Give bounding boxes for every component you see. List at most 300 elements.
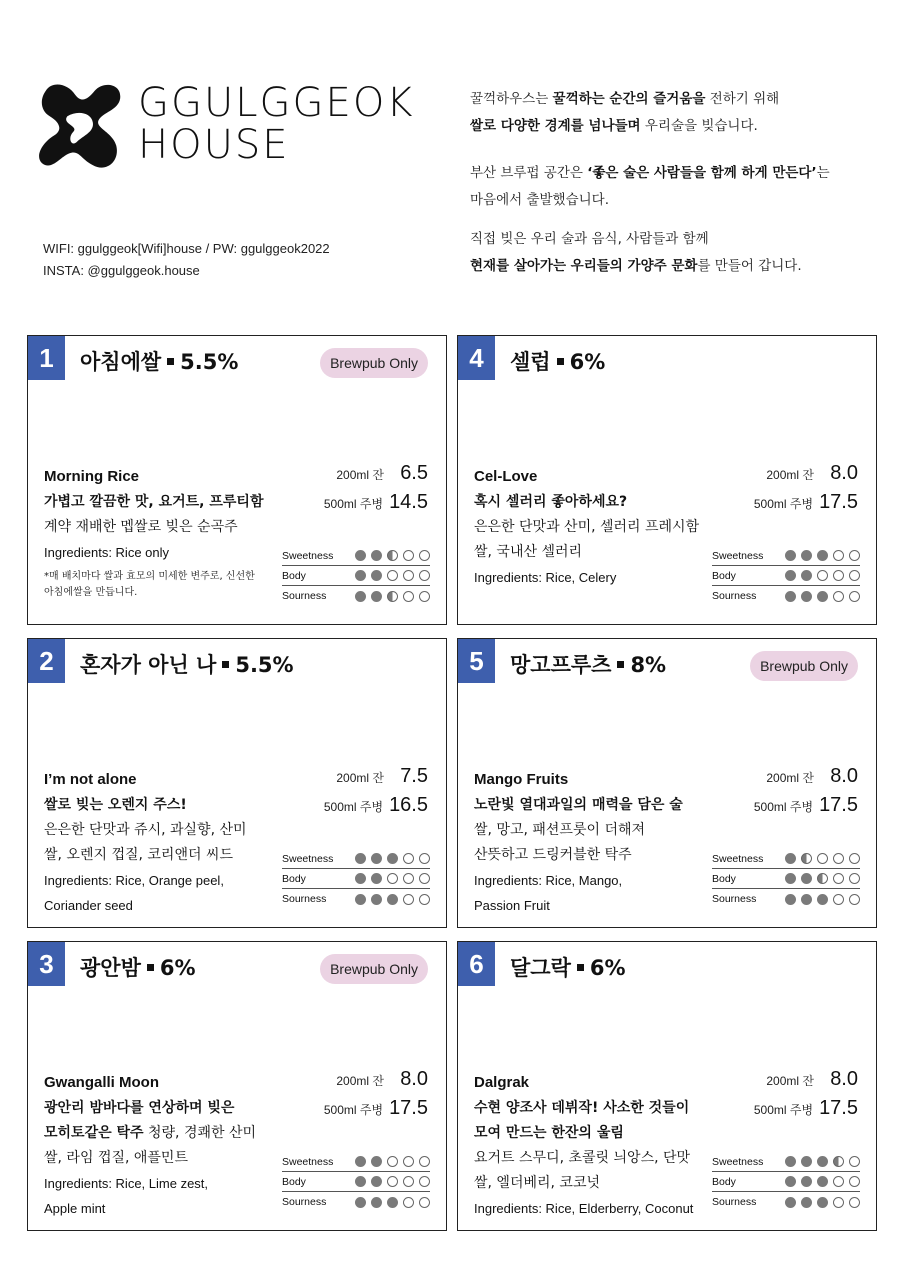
header <box>0 0 905 320</box>
rating-dot-icon <box>403 1156 414 1167</box>
rating-dot-icon <box>801 1156 812 1167</box>
intro-text-bold: ‘좋은 술은 사람들을 함께 하게 만든다’ <box>587 165 817 181</box>
description-text: 혹시 셀러리 좋아하세요? <box>474 494 628 510</box>
ingredients-line: Ingredients: Rice, Elderberry, Coconut <box>474 1201 694 1216</box>
menu-title <box>510 952 626 982</box>
rating-dot-icon <box>849 853 860 864</box>
blob-logo-icon <box>38 80 126 172</box>
taste-sourness-row <box>282 889 430 909</box>
ingredients-line: Ingredients: Rice, Orange peel, <box>44 873 224 888</box>
rating-dot-icon <box>355 873 366 884</box>
taste-body-row <box>712 566 860 586</box>
brewpub-only-badge: Brewpub Only <box>750 651 858 681</box>
taste-sweetness-row <box>282 1152 430 1172</box>
size-label: 500ml 주병 <box>323 497 384 511</box>
rating-dot-icon <box>355 591 366 602</box>
abv: 6% <box>159 956 196 980</box>
price-value: 8.0 <box>830 1068 858 1090</box>
english-name: Cel-Love <box>474 468 538 485</box>
rating-dot-icon <box>387 591 398 602</box>
taste-label: Sweetness <box>282 549 334 562</box>
rating-dot-icon <box>387 873 398 884</box>
taste-label: Body <box>282 872 306 885</box>
english-name: Dalgrak <box>474 1074 530 1091</box>
description-text: 노란빛 열대과일의 매력을 담은 술 <box>474 797 683 813</box>
price-row-200ml <box>324 1068 428 1097</box>
brand-name-line2: HOUSE <box>138 122 290 168</box>
price-list <box>754 462 858 520</box>
abv: 8% <box>630 653 667 677</box>
rating-dot-icon <box>371 894 382 905</box>
taste-sweetness-row <box>712 849 860 869</box>
taste-sweetness-row <box>282 546 430 566</box>
rating-dot-icon <box>785 550 796 561</box>
rating-dot-icon <box>817 873 828 884</box>
taste-sweetness-row <box>712 546 860 566</box>
menu-card <box>27 335 447 625</box>
english-name: Gwangalli Moon <box>44 1074 159 1091</box>
abv: 5.5% <box>180 350 239 374</box>
rating-dot-icon <box>817 894 828 905</box>
taste-label: Sweetness <box>282 852 334 865</box>
intro-line-5: 직접 빚은 우리 술과 음식, 사람들과 함께 <box>470 231 709 247</box>
taste-sourness-row <box>712 1192 860 1212</box>
taste-label: Sweetness <box>282 1155 334 1168</box>
size-label: 200ml 잔 <box>336 468 384 482</box>
sweetness-rating <box>785 550 860 561</box>
rating-dot-icon <box>419 853 430 864</box>
rating-dot-icon <box>371 591 382 602</box>
taste-label: Body <box>282 569 306 582</box>
ingredients-line: Apple mint <box>44 1201 106 1216</box>
price-row-500ml <box>754 491 858 520</box>
sourness-rating <box>785 1197 860 1208</box>
size-label: 200ml 잔 <box>336 1074 384 1088</box>
menu-card <box>27 638 447 928</box>
sweetness-rating <box>785 853 860 864</box>
korean-name: 광안밤 <box>80 956 141 980</box>
description-line <box>44 818 344 843</box>
rating-dot-icon <box>817 853 828 864</box>
rating-dot-icon <box>403 1176 414 1187</box>
batch-note-line: 아침에쌀을 만듭니다. <box>44 587 138 598</box>
taste-profile <box>712 849 860 909</box>
size-label: 200ml 잔 <box>766 1074 814 1088</box>
taste-label: Sourness <box>282 893 327 905</box>
square-bullet-icon <box>167 358 174 365</box>
rating-dot-icon <box>785 853 796 864</box>
description-text: 쌀, 망고, 패션프룻이 더해져 <box>474 822 646 838</box>
square-bullet-icon <box>557 358 564 365</box>
menu-number: 3 <box>28 942 65 986</box>
batch-note-line: *매 배치마다 쌀과 효모의 미세한 변주로, 신선한 <box>44 571 255 582</box>
intro-line-2 <box>470 113 880 140</box>
rating-dot-icon <box>817 1176 828 1187</box>
square-bullet-icon <box>222 661 229 668</box>
description-text: 가볍고 깔끔한 맛, 요거트, 프루티함 <box>44 494 264 510</box>
menu-title <box>80 952 196 982</box>
intro-line-4: 마음에서 출발했습니다. <box>470 192 609 208</box>
korean-name: 아침에쌀 <box>80 350 162 374</box>
price-row-200ml <box>754 1068 858 1097</box>
sourness-rating <box>355 1197 430 1208</box>
menu-card <box>457 638 877 928</box>
intro-line-1 <box>470 86 880 113</box>
rating-dot-icon <box>801 873 812 884</box>
rating-dot-icon <box>833 1156 844 1167</box>
rating-dot-icon <box>355 1197 366 1208</box>
taste-body-row <box>282 566 430 586</box>
description-text: 청량, 경쾌한 산미 <box>143 1125 257 1141</box>
rating-dot-icon <box>403 853 414 864</box>
rating-dot-icon <box>785 570 796 581</box>
menu-card <box>27 941 447 1231</box>
rating-dot-icon <box>785 894 796 905</box>
rating-dot-icon <box>849 550 860 561</box>
description-text: 쌀, 엘더베리, 코코넛 <box>474 1175 600 1191</box>
description-text: 은은한 단맛과 쥬시, 과실향, 산미 <box>44 822 247 838</box>
ingredients-line: Passion Fruit <box>474 898 550 913</box>
menu-title <box>510 346 605 376</box>
size-label: 500ml 주병 <box>323 800 384 814</box>
taste-body-row <box>712 869 860 889</box>
korean-name: 망고프루츠 <box>510 653 612 677</box>
taste-label: Body <box>712 1175 736 1188</box>
price-value: 17.5 <box>819 794 858 816</box>
taste-sourness-row <box>282 1192 430 1212</box>
description-text: 요거트 스무디, 초콜릿 늬앙스, 단맛 <box>474 1150 691 1166</box>
square-bullet-icon <box>147 964 154 971</box>
intro-text-bold: 꿀꺽하는 순간의 즐거움을 <box>552 91 706 107</box>
rating-dot-icon <box>801 1197 812 1208</box>
body-rating <box>355 1176 430 1187</box>
rating-dot-icon <box>371 1176 382 1187</box>
rating-dot-icon <box>833 1197 844 1208</box>
rating-dot-icon <box>371 873 382 884</box>
rating-dot-icon <box>849 873 860 884</box>
body-rating <box>785 873 860 884</box>
rating-dot-icon <box>849 894 860 905</box>
rating-dot-icon <box>355 1176 366 1187</box>
taste-label: Sourness <box>282 1196 327 1208</box>
rating-dot-icon <box>833 853 844 864</box>
price-list <box>754 765 858 823</box>
description-text: 쌀로 빚는 오렌지 주스! <box>44 797 187 813</box>
description-line <box>44 1121 344 1146</box>
taste-label: Sourness <box>712 590 757 602</box>
menu-number: 6 <box>458 942 495 986</box>
rating-dot-icon <box>419 1176 430 1187</box>
ingredients-line: Ingredients: Rice, Celery <box>474 570 617 585</box>
rating-dot-icon <box>833 570 844 581</box>
rating-dot-icon <box>801 591 812 602</box>
price-value: 6.5 <box>400 462 428 484</box>
ingredients-line: Ingredients: Rice, Mango, <box>474 873 623 888</box>
rating-dot-icon <box>403 894 414 905</box>
rating-dot-icon <box>355 853 366 864</box>
description-text: 모히토같은 탁주 <box>44 1125 144 1141</box>
description-text: 쌀, 라임 껍질, 애플민트 <box>44 1150 188 1166</box>
intro-text <box>470 86 880 280</box>
sweetness-rating <box>785 1156 860 1167</box>
taste-profile <box>282 849 430 909</box>
price-row-200ml <box>324 765 428 794</box>
ingredients-line: Ingredients: Rice, Lime zest, <box>44 1176 209 1191</box>
price-value: 16.5 <box>389 794 428 816</box>
rating-dot-icon <box>849 1156 860 1167</box>
price-value: 8.0 <box>830 462 858 484</box>
menu-card <box>457 335 877 625</box>
rating-dot-icon <box>817 1156 828 1167</box>
taste-label: Sourness <box>712 1196 757 1208</box>
taste-sourness-row <box>712 586 860 606</box>
intro-text-bold: 쌀로 다양한 경계를 넘나들며 <box>470 118 641 134</box>
taste-label: Body <box>712 569 736 582</box>
rating-dot-icon <box>419 550 430 561</box>
taste-label: Sweetness <box>712 549 764 562</box>
size-label: 500ml 주병 <box>753 497 814 511</box>
description-text: 계약 재배한 멥쌀로 빚은 순곡주 <box>44 519 238 535</box>
price-list <box>324 1068 428 1126</box>
taste-sourness-row <box>712 889 860 909</box>
square-bullet-icon <box>577 964 584 971</box>
brewpub-only-badge: Brewpub Only <box>320 954 428 984</box>
rating-dot-icon <box>833 550 844 561</box>
rating-dot-icon <box>785 1156 796 1167</box>
taste-label: Body <box>712 872 736 885</box>
rating-dot-icon <box>833 894 844 905</box>
rating-dot-icon <box>801 1176 812 1187</box>
sweetness-rating <box>355 550 430 561</box>
intro-text-span: 를 만들어 갑니다. <box>697 258 802 274</box>
rating-dot-icon <box>419 591 430 602</box>
price-list <box>754 1068 858 1126</box>
rating-dot-icon <box>833 591 844 602</box>
rating-dot-icon <box>817 570 828 581</box>
description-text: 산뜻하고 드링커블한 탁주 <box>474 847 632 863</box>
rating-dot-icon <box>801 894 812 905</box>
description-text: 쌀, 국내산 셀러리 <box>474 544 583 560</box>
rating-dot-icon <box>355 1156 366 1167</box>
taste-body-row <box>712 1172 860 1192</box>
body-rating <box>355 873 430 884</box>
price-row-500ml <box>324 491 428 520</box>
price-row-500ml <box>754 794 858 823</box>
price-value: 17.5 <box>389 1097 428 1119</box>
rating-dot-icon <box>371 1156 382 1167</box>
korean-name: 셀럽 <box>510 350 551 374</box>
korean-name: 달그락 <box>510 956 571 980</box>
wifi-info: WIFI: ggulggeok[Wifi]house / PW: ggulggeok2022 <box>43 241 330 256</box>
brand-name <box>138 82 415 166</box>
price-row-500ml <box>324 1097 428 1126</box>
price-value: 14.5 <box>389 491 428 513</box>
rating-dot-icon <box>801 570 812 581</box>
taste-label: Sweetness <box>712 1155 764 1168</box>
rating-dot-icon <box>785 591 796 602</box>
rating-dot-icon <box>403 873 414 884</box>
rating-dot-icon <box>817 550 828 561</box>
size-label: 200ml 잔 <box>336 771 384 785</box>
rating-dot-icon <box>419 1156 430 1167</box>
price-list <box>324 765 428 823</box>
price-row-200ml <box>754 462 858 491</box>
menu-title <box>80 649 294 679</box>
taste-profile <box>712 1152 860 1212</box>
sourness-rating <box>355 894 430 905</box>
rating-dot-icon <box>849 591 860 602</box>
rating-dot-icon <box>387 570 398 581</box>
price-value: 17.5 <box>819 491 858 513</box>
rating-dot-icon <box>785 1197 796 1208</box>
sweetness-rating <box>355 1156 430 1167</box>
description-line <box>474 490 774 515</box>
size-label: 200ml 잔 <box>766 468 814 482</box>
description-text: 광안리 밤바다를 연상하며 빚은 <box>44 1100 235 1116</box>
rating-dot-icon <box>387 1197 398 1208</box>
english-name: Mango Fruits <box>474 771 569 788</box>
description-text: 수현 양조사 데뷔작! 사소한 것들이 <box>474 1100 690 1116</box>
abv: 6% <box>589 956 626 980</box>
contact-info <box>43 238 330 282</box>
rating-dot-icon <box>833 1176 844 1187</box>
intro-text-span: 우리술을 빚습니다. <box>640 118 758 134</box>
price-row-200ml <box>324 462 428 491</box>
rating-dot-icon <box>371 550 382 561</box>
menu-number: 1 <box>28 336 65 380</box>
size-label: 500ml 주병 <box>753 800 814 814</box>
taste-sourness-row <box>282 586 430 606</box>
abv: 6% <box>569 350 606 374</box>
price-value: 8.0 <box>400 1068 428 1090</box>
description-line <box>44 490 344 515</box>
price-row-500ml <box>324 794 428 823</box>
price-value: 8.0 <box>830 765 858 787</box>
rating-dot-icon <box>371 1197 382 1208</box>
rating-dot-icon <box>403 570 414 581</box>
description-text: 은은한 단맛과 산미, 셀러리 프레시함 <box>474 519 700 535</box>
sourness-rating <box>355 591 430 602</box>
size-label: 500ml 주병 <box>323 1103 384 1117</box>
rating-dot-icon <box>849 1197 860 1208</box>
rating-dot-icon <box>419 1197 430 1208</box>
menu-title <box>510 649 666 679</box>
description-line <box>474 1121 774 1146</box>
taste-profile <box>712 546 860 606</box>
price-value: 17.5 <box>819 1097 858 1119</box>
intro-line-6 <box>470 253 880 280</box>
rating-dot-icon <box>419 570 430 581</box>
body-rating <box>785 1176 860 1187</box>
rating-dot-icon <box>817 1197 828 1208</box>
price-row-500ml <box>754 1097 858 1126</box>
intro-text-bold: 현재를 살아가는 우리들의 가양주 문화 <box>470 258 698 274</box>
rating-dot-icon <box>403 550 414 561</box>
taste-label: Sourness <box>282 590 327 602</box>
rating-dot-icon <box>849 570 860 581</box>
menu-title <box>80 346 238 376</box>
english-name: I’m not alone <box>44 771 137 788</box>
description-text: 쌀, 오렌지 껍질, 코리앤더 씨드 <box>44 847 233 863</box>
taste-sweetness-row <box>282 849 430 869</box>
rating-dot-icon <box>817 591 828 602</box>
sourness-rating <box>785 894 860 905</box>
price-row-200ml <box>754 765 858 794</box>
rating-dot-icon <box>387 1176 398 1187</box>
rating-dot-icon <box>785 873 796 884</box>
taste-profile <box>282 546 430 606</box>
rating-dot-icon <box>387 550 398 561</box>
taste-sweetness-row <box>712 1152 860 1172</box>
rating-dot-icon <box>801 853 812 864</box>
rating-dot-icon <box>419 894 430 905</box>
rating-dot-icon <box>785 1176 796 1187</box>
square-bullet-icon <box>617 661 624 668</box>
intro-text-span: 는 <box>816 165 830 181</box>
rating-dot-icon <box>371 570 382 581</box>
body-rating <box>785 570 860 581</box>
ingredients-line: Ingredients: Rice only <box>44 545 170 560</box>
rating-dot-icon <box>355 894 366 905</box>
rating-dot-icon <box>355 570 366 581</box>
description-line <box>474 1096 774 1121</box>
korean-name: 혼자가 아닌 나 <box>80 653 217 677</box>
price-list <box>324 462 428 520</box>
menu-number: 5 <box>458 639 495 683</box>
intro-text-span: 부산 브루펍 공간은 <box>470 165 588 181</box>
description-line <box>474 818 774 843</box>
rating-dot-icon <box>849 1176 860 1187</box>
description-line <box>44 515 344 540</box>
brand-logo <box>38 80 438 180</box>
body-rating <box>355 570 430 581</box>
taste-body-row <box>282 1172 430 1192</box>
rating-dot-icon <box>419 873 430 884</box>
rating-dot-icon <box>387 894 398 905</box>
description-line <box>474 793 774 818</box>
ingredients-line: Coriander seed <box>44 898 133 913</box>
size-label: 200ml 잔 <box>766 771 814 785</box>
description-text: 모여 만드는 한잔의 울림 <box>474 1125 624 1141</box>
abv: 5.5% <box>235 653 294 677</box>
rating-dot-icon <box>403 1197 414 1208</box>
taste-label: Body <box>282 1175 306 1188</box>
description-line <box>44 1096 344 1121</box>
menu-number: 2 <box>28 639 65 683</box>
description-line <box>44 793 344 818</box>
menu-card <box>457 941 877 1231</box>
intro-line-3 <box>470 160 880 187</box>
brand-name-line1: GGULGGEOK <box>138 80 415 126</box>
description-line <box>474 515 774 540</box>
intro-text-span: 전하기 위해 <box>705 91 780 107</box>
rating-dot-icon <box>371 853 382 864</box>
rating-dot-icon <box>801 550 812 561</box>
taste-profile <box>282 1152 430 1212</box>
sourness-rating <box>785 591 860 602</box>
rating-dot-icon <box>387 1156 398 1167</box>
menu-number: 4 <box>458 336 495 380</box>
rating-dot-icon <box>403 591 414 602</box>
rating-dot-icon <box>833 873 844 884</box>
intro-text-span: 꿀꺽하우스는 <box>470 91 553 107</box>
size-label: 500ml 주병 <box>753 1103 814 1117</box>
instagram-handle[interactable]: INSTA: @ggulggeok.house <box>43 263 200 278</box>
taste-label: Sourness <box>712 893 757 905</box>
sweetness-rating <box>355 853 430 864</box>
rating-dot-icon <box>355 550 366 561</box>
brewpub-only-badge: Brewpub Only <box>320 348 428 378</box>
